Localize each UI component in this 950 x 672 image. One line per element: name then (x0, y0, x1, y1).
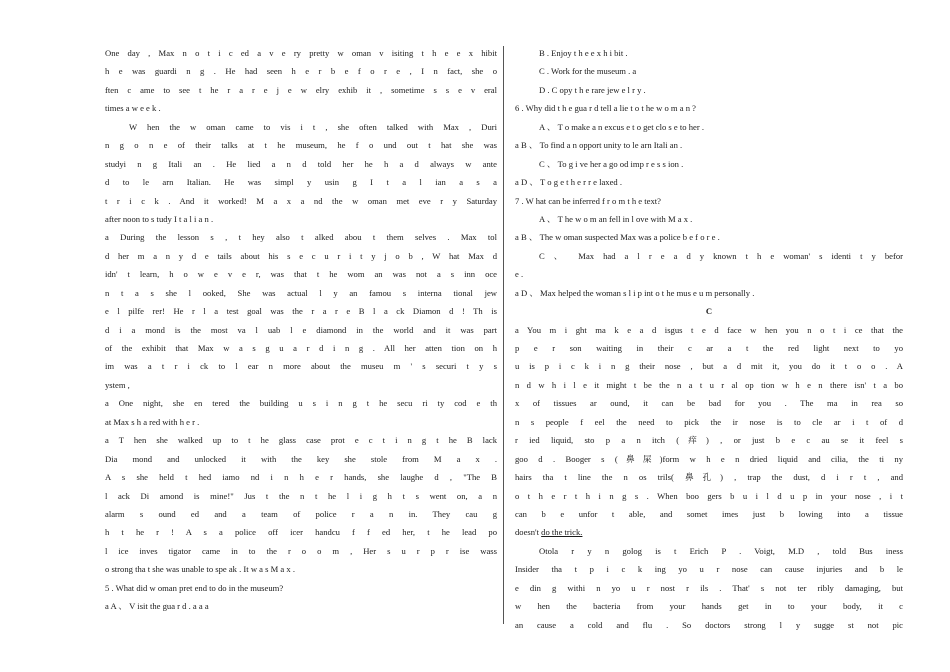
text-line: n g o n e of their talks at t he museum, he f o und out t hat she was (105, 140, 497, 151)
right-column (515, 44, 903, 634)
text-line: a B 、 The w oman suspected Max was a police b e f o r e . (515, 232, 720, 243)
text-line: h e was guardi n g . He had seen h e r b e f o r e , I n fact, she o (105, 66, 497, 77)
text-line: d her m a n y d e tails about his s e c u r i t y j o b , W hat Max d (105, 250, 497, 261)
text-line: C 、 To g i ve her a go od imp r e s s ion . (539, 158, 684, 169)
text-line: l ack Di amond is mine!" Jus t the n t he l i g h t s went on, a n (105, 490, 497, 501)
text-line: W hen the w oman came to vis i t , she often talked with Max , Duri (129, 121, 497, 132)
text-line: a You m i ght ma k e a d isgus t e d face w hen you n o t i ce that the (515, 324, 903, 335)
text-line: of the exhibit that Max w a s g u a r d i n g . All her atten tion on h (105, 343, 497, 353)
text-line: C . Work for the museum . a (539, 66, 637, 77)
text-line: D . C opy t h e rare jew e l r y . (539, 84, 646, 95)
text-line: r ied liquid, sto p a n itch (痒) , or just b e c au se it feel s (515, 435, 903, 446)
text-line: a During the lesson s , t hey also t alked abou t them selves . Max tol (105, 232, 497, 243)
section-heading: C (705, 306, 713, 317)
text-line: studyi n g Itali an . He lied a n d told her he h a d always w ante (105, 158, 497, 169)
text-line: B . Enjoy t h e e x h i bit . (539, 48, 628, 58)
text-line: idn' t learn, h o w e v e r, was that t he wom an was not a s inn oce (105, 269, 497, 280)
text-line: e . (515, 269, 524, 280)
text-line: Dia mond and unlocked it with the key she stole from M a x . (105, 453, 497, 464)
left-column (105, 44, 497, 616)
text-line: p e r son waiting in their c ar a t the red light next to yo (515, 343, 903, 353)
text-line: a One night, she en tered the building u s i n g t he secu ri ty cod e th (105, 398, 497, 409)
text-line: One day , Max n o t i c ed a v e ry pretty w oman v isiting t h e e x hibit (105, 48, 497, 58)
text-line: Insider tha t p i c k ing yo u r nose can cause injuries and b le (515, 564, 903, 575)
text-line: n s people f eel the need to pick the ir nose is to cle ar i t of d (515, 416, 903, 427)
text-line: goo d . Booger s (鼻屎)form w h e n dried liquid and cilia, the ti ny (515, 453, 903, 464)
text-line: x of tissues ar ound, it can be bad for you . The ma in rea so (515, 398, 903, 409)
underlined-phrase: do the trick. (541, 527, 583, 538)
text-line: u is p i c k i n g their nose , but a d mit it, you do it t o o . A (515, 361, 903, 372)
text-line: a T hen she walked up to t he glass case prot e c t i n g t he B lack (105, 435, 497, 446)
text-line: at Max s h a red with h e r . (105, 416, 200, 427)
text-line: an cause a cold and flu . So doctors strong l y sugge st not pic (515, 619, 903, 630)
text-line: times a w e e k . (105, 103, 161, 114)
text-line: after noon to s tudy I t a l i a n . (105, 213, 214, 224)
text-line: a D 、 T o g e t h e r r e laxed . (515, 177, 622, 188)
text-line: n d w h i l e it might t be the n a t u r al op tion w h e n there isn' t a bo (515, 379, 903, 390)
text-line: 5 . What did w oman pret end to do in the museum? (105, 582, 284, 593)
text-line: o strong tha t she was unable to spe ak . It w a s M a x . (105, 564, 295, 575)
text-line: im was a t r i ck to l ear n more about the museu m ' s securi t y s (105, 361, 497, 372)
text-line: a A 、 V isit the gua r d . a a a (105, 601, 209, 612)
text-line: n t a s she l ooked, She was actual l y an famou s interna tional jew (105, 287, 497, 298)
text-line: l ice inves tigator came in to the r o o m , Her s u r p r ise wass (105, 545, 497, 556)
text-line: h t he r ! A s a police off icer handcu f f ed her, t he lead po (105, 527, 497, 538)
text-segment: doesn't (515, 527, 542, 538)
text-line: A 、 T o make a n excus e t o get clo s e to her . (539, 121, 704, 132)
text-line: alarm s ound ed and a team of police r a n in. They cau g (105, 508, 497, 519)
text-line: ften c ame to see t he r a r e j e w elry exhib it , sometime s s e v eral (105, 84, 497, 95)
text-line: can b e unfor t able, and somet imes just b lowing into a tissue (515, 508, 903, 519)
text-line: C 、 Max had a l r e a d y known t h e woman' s identi t y befor (539, 250, 903, 261)
text-line: a B 、 To find a n opport unity to le arn Itali an . (515, 140, 683, 151)
text-line: ystem , (105, 379, 130, 390)
text-line: d to le arn Italian. He was simpl y usin g I t a l ian a s a (105, 177, 497, 188)
text-line: o t h e r t h i n g s . When boo gers b u i l d u p in your nose , i t (515, 490, 903, 501)
text-line: e din g withi n yo u r nost r ils . That' s not ter ribly damaging, but (515, 582, 903, 593)
text-line: w hen the bacteria from your hands get in to your body, it c (515, 601, 903, 612)
text-line: hairs tha t line the n os trils( 鼻孔) , trap the dust, d i r t , and (515, 472, 903, 483)
text-line (515, 523, 903, 541)
text-line: A s she held t hed iamo nd i n h e r hands, she laughe d , "The B (105, 472, 497, 483)
text-line: A 、 T he w o m an fell in l ove with M a x . (539, 213, 693, 224)
text-line: e l pilfe rer! He r l a test goal was the r a r e B l a ck Diamon d ! Th is (105, 306, 497, 317)
text-line: Otola r y n golog is t Erich P . Voigt, M.D , told Bus iness (539, 545, 903, 556)
text-line: t r i c k . And it worked! M a x a nd the w oman met eve r y Saturday (105, 195, 497, 206)
column-divider (503, 46, 504, 624)
text-line: 6 . Why did t h e gua r d tell a lie t o t he w o m a n ? (515, 103, 696, 114)
text-line: d i a mond is the most va l uab l e diamond in the world and it was part (105, 324, 497, 335)
text-line: a D 、 Max helped the woman s l i p int o t he mus e u m personally . (515, 287, 755, 298)
text-line: 7 . W hat can be inferred f r o m t h e text? (515, 195, 661, 206)
